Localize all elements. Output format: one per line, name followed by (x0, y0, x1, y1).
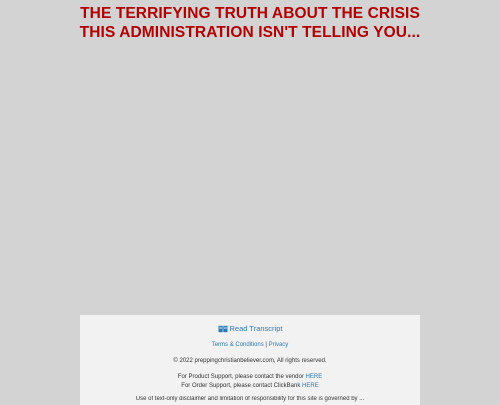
footer (80, 315, 420, 405)
headline-line-2: THIS ADMINISTRATION ISN'T TELLING YOU... (79, 24, 421, 41)
order-support-link[interactable]: HERE (302, 383, 319, 389)
footer-links (80, 342, 420, 348)
terms-link[interactable]: Terms & Conditions (211, 342, 264, 348)
order-support-text: For Order Support, please contact ClickBank (181, 383, 301, 389)
support-info (80, 373, 420, 391)
book-icon (218, 325, 228, 333)
privacy-link[interactable]: Privacy (268, 342, 289, 348)
link-separator: | (265, 342, 267, 348)
order-support-line (80, 382, 420, 391)
disclaimer-text: Use of text-only disclaimer and limitation of responsibility for this site is governed by ... (135, 396, 365, 402)
read-transcript-link[interactable] (80, 324, 420, 333)
headline-line-1: THE TERRIFYING TRUTH ABOUT THE CRISIS (80, 5, 420, 22)
product-support-text: For Product Support, please contact the vendor (177, 374, 304, 380)
headline (0, 4, 500, 42)
product-support-line (80, 373, 420, 382)
product-support-link[interactable]: HERE (305, 374, 323, 380)
read-transcript-label[interactable]: Read Transcript (229, 324, 283, 333)
copyright-text: © 2022 preppingchristianbeliever.com, All rights reserved. (173, 358, 327, 364)
